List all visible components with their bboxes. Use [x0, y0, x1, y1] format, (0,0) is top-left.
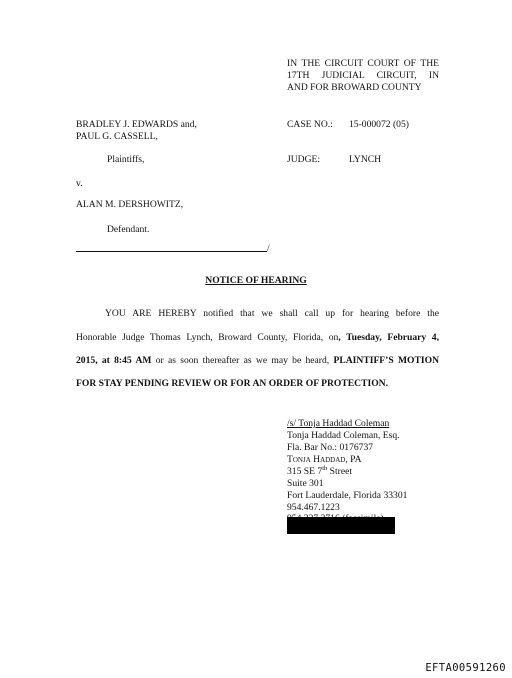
body-text-line — [76, 355, 439, 367]
court-header-line: AND FOR BROWARD COUNTY — [287, 82, 422, 93]
redaction-block — [287, 517, 395, 534]
court-header-line: 17TH JUDICIAL CIRCUIT, IN — [287, 70, 439, 81]
attorney-name: Tonja Haddad Coleman, Esq. — [287, 430, 400, 441]
defendant-label: Defendant. — [107, 224, 150, 235]
body-paragraph-line — [76, 355, 439, 367]
plaintiff-name: PAUL G. CASSELL, — [76, 131, 158, 142]
court-header — [287, 58, 439, 94]
document-title: NOTICE OF HEARING — [205, 275, 307, 286]
body-paragraph-line — [76, 308, 439, 320]
motion-title: PLAINTIFF’S MOTION — [333, 355, 440, 366]
court-header-line: IN THE CIRCUIT COURT OF THE — [287, 58, 439, 69]
body-text: YOU ARE HEREBY notified that we shall call up for hearing before the — [105, 308, 439, 319]
street-ordinal: th — [322, 464, 328, 472]
judge-value: LYNCH — [349, 154, 382, 165]
motion-title: FOR STAY PENDING REVIEW OR FOR AN ORDER OF PROTECTION. — [76, 378, 389, 389]
hearing-date: , Tuesday, February 4, — [338, 332, 439, 343]
suite: Suite 301 — [287, 478, 324, 489]
judge-label: JUDGE: — [287, 154, 321, 165]
firm-name: Tonja Haddad, PA — [287, 454, 362, 465]
electronic-signature: /s/ Tonja Haddad Coleman — [287, 418, 390, 429]
plaintiff-name: BRADLEY J. EDWARDS and, — [76, 119, 197, 130]
city-state-zip: Fort Lauderdale, Florida 33301 — [287, 490, 408, 501]
body-paragraph-line — [76, 378, 439, 390]
bates-number: EFTA00591260 — [425, 662, 506, 674]
caption-slash: / — [267, 243, 270, 254]
case-number-label: CASE NO.: — [287, 119, 333, 130]
bar-number: Fla. Bar No.: 0176737 — [287, 442, 374, 453]
plaintiffs-label: Plaintiffs, — [107, 154, 145, 165]
phone-number: 954.467.1223 — [287, 502, 340, 513]
hearing-time: 2015, at 8:45 AM — [76, 355, 152, 366]
caption-divider-line — [76, 251, 267, 252]
versus-text: v. — [76, 178, 83, 189]
defendant-name: ALAN M. DERSHOWITZ, — [76, 199, 184, 210]
street-address-text: 315 SE 7 — [287, 466, 323, 477]
body-text: or as soon thereafter as we may be heard, — [151, 355, 334, 366]
body-text: Honorable Judge Thomas Lynch, Broward County, Florida, on — [76, 332, 339, 343]
body-paragraph-line — [76, 332, 439, 344]
case-number-value: 15-000072 (05) — [349, 119, 409, 130]
body-text-line — [76, 332, 439, 344]
street-address — [287, 466, 352, 478]
street-address-text: Street — [327, 466, 353, 477]
